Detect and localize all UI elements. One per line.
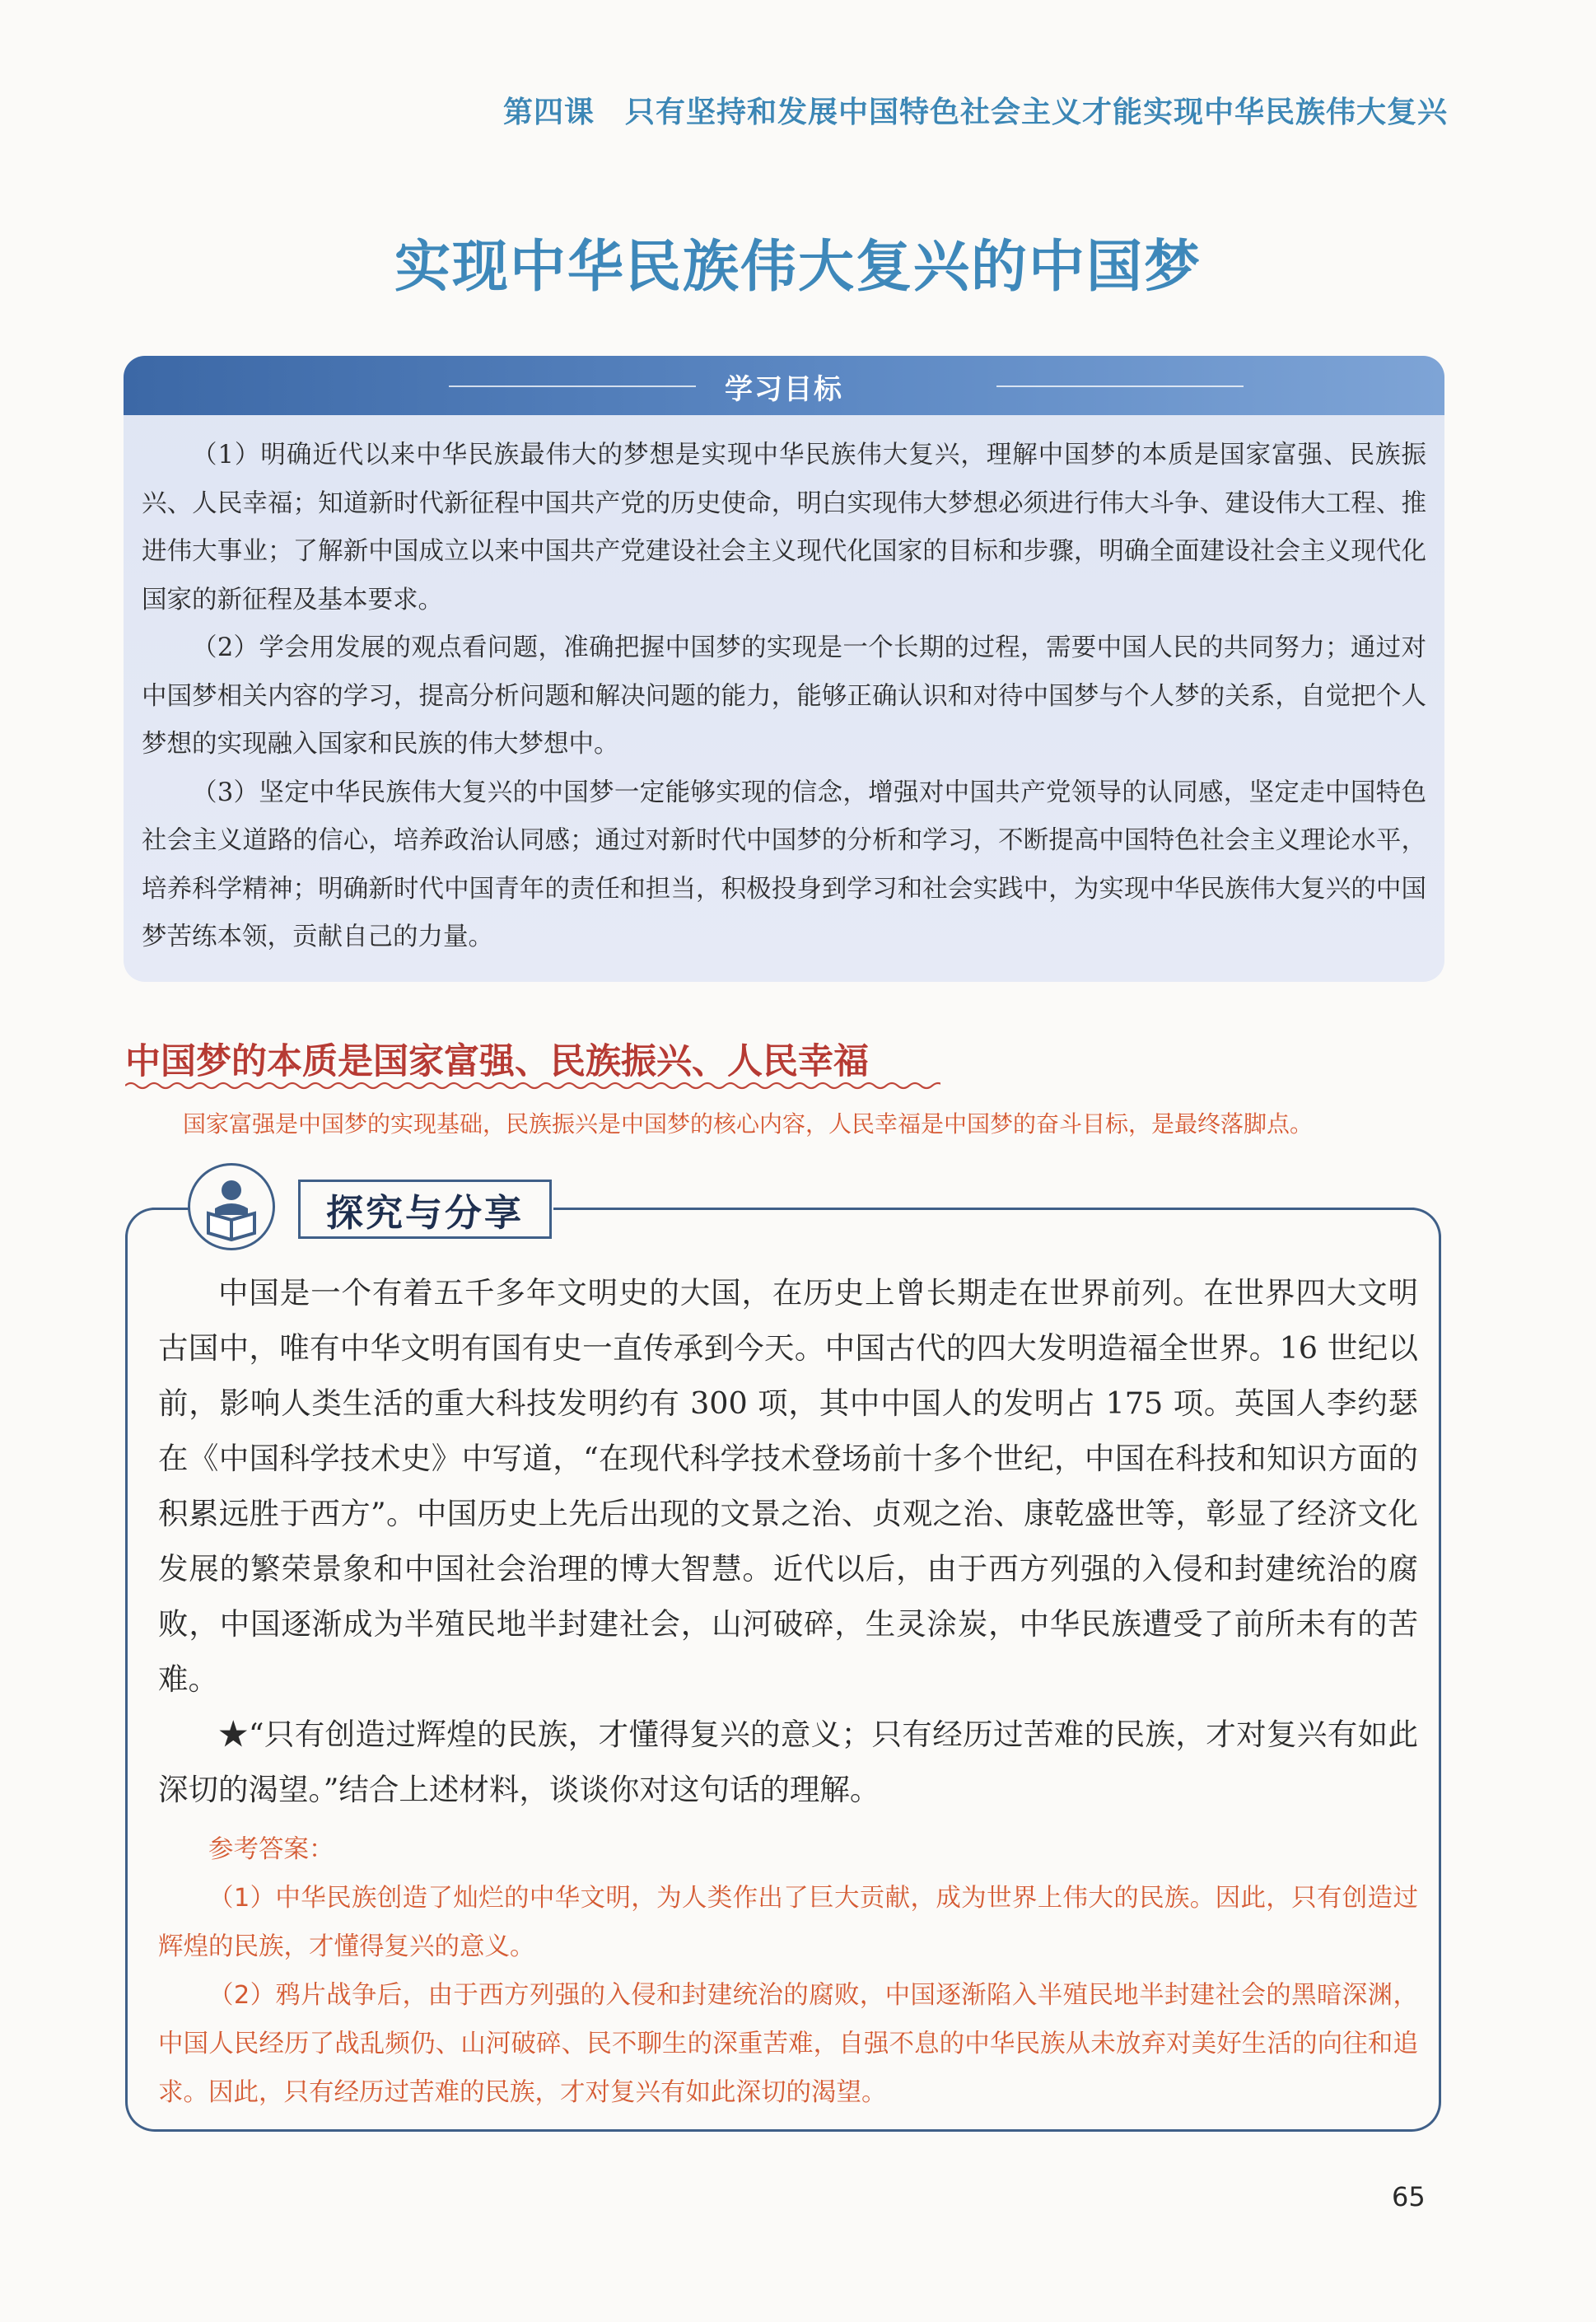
explore-question: ★“只有创造过辉煌的民族，才懂得复兴的意义；只有经历过苦难的民族，才对复兴有如此深切的渴望。”结合上述材料，谈谈你对这句话的理解。 [158, 1717, 1418, 1807]
learning-goals-box [124, 356, 1444, 982]
learning-goals-text [142, 432, 1426, 962]
explore-share-label [298, 1180, 552, 1239]
section-heading: 中国梦的本质是国家富强、民族振兴、人民幸福 [125, 1041, 869, 1082]
learning-goals-bar [124, 356, 1444, 415]
reference-answer [158, 1825, 1418, 2117]
goal-item: （1）明确近代以来中华民族最伟大的梦想是实现中华民族伟大复兴，理解中国梦的本质是国家富强、民族振兴、人民幸福；知道新时代新征程中国共产党的历史使命，明白实现伟大梦想必须进行伟大斗争、建设伟大工程、推进伟大事业；了解新中国成立以来中国共产党建设社会主义现代化国家的目标和步骤，明确全面建设社会主义现代化国家的新征程及基本要求。 [142, 441, 1426, 614]
answer-item: （1）中华民族创造了灿烂的中华文明，为人类作出了巨大贡献，成为世界上伟大的民族。因此，只有创造过辉煌的民族，才懂得复兴的意义。 [158, 1884, 1418, 1961]
learning-goals-heading: 学习目标 [725, 373, 843, 406]
goal-item: （3）坚定中华民族伟大复兴的中国梦一定能够实现的信念，增强对中国共产党领导的认同感，坚定走中国特色社会主义道路的信心，培养政治认同感；通过对新时代中国梦的分析和学习，不断提高中国特色社会主义理论水平，培养科学精神；明确新时代中国青年的责任和担当，积极投身到学习和社会实践中，为实现中华民族伟大复兴的中国梦苦练本领，贡献自己的力量。 [142, 778, 1426, 951]
chapter-header: 第四课 只有坚持和发展中国特色社会主义才能实现中华民族伟大复兴 [502, 96, 1448, 129]
frame-line [553, 1208, 1414, 1210]
wavy-underline [125, 1081, 940, 1091]
answer-label: 参考答案： [208, 1835, 334, 1864]
page-number: 65 [1392, 2181, 1426, 2212]
answer-item: （2）鸦片战争后，由于西方列强的入侵和封建统治的腐败，中国逐渐陷入半殖民地半封建社会的黑暗深渊，中国人民经历了战乱频仍、山河破碎、民不聊生的深重苦难，自强不息的中华民族从未放弃对美好生活的向往和追求。因此，只有经历过苦难的民族，才对复兴有如此深切的渴望。 [158, 1981, 1418, 2107]
explore-share-label-text: 探究与分享 [325, 1190, 524, 1235]
section-note: 国家富强是中国梦的实现基础，民族振兴是中国梦的核心内容，人民幸福是中国梦的奋斗目标，是最终落脚点。 [183, 1110, 1314, 1138]
frame-corner [1382, 1208, 1441, 1257]
frame-line [152, 1208, 189, 1210]
reading-person-icon [188, 1163, 275, 1250]
frame-corner [125, 1208, 184, 1257]
page-title: 实现中华民族伟大复兴的中国梦 [394, 235, 1202, 300]
goal-item: （2）学会用发展的观点看问题，准确把握中国梦的实现是一个长期的过程，需要中国人民的共同努力；通过对中国梦相关内容的学习，提高分析问题和解决问题的能力，能够正确认识和对待中国梦与个人梦的关系，自觉把个人梦想的实现融入国家和民族的伟大梦想中。 [142, 633, 1426, 759]
divider [996, 385, 1244, 387]
explore-text [158, 1265, 1418, 1817]
explore-paragraph: 中国是一个有着五千多年文明史的大国，在历史上曾长期走在世界前列。在世界四大文明古国中，唯有中华文明有国有史一直传承到今天。中国古代的四大发明造福全世界。16 世纪以前，影响人类生活的重大科技发明约有 300 项，其中中国人的发明占 175 项。英国人李约瑟在《中国科学技术史》中写道，“在现代科学技术登场前十多个世纪，中国在科技和知识方面的积累远胜于西方”。中国历史上先后出现的文景之治、贞观之治、康乾盛世等，彰显了经济文化发展的繁荣景象和中国社会治理的博大智慧。近代以后，由于西方列强的入侵和封建统治的腐败，中国逐渐成为半殖民地半封建社会，山河破碎，生灵涂炭，中华民族遭受了前所未有的苦难。 [158, 1275, 1418, 1697]
